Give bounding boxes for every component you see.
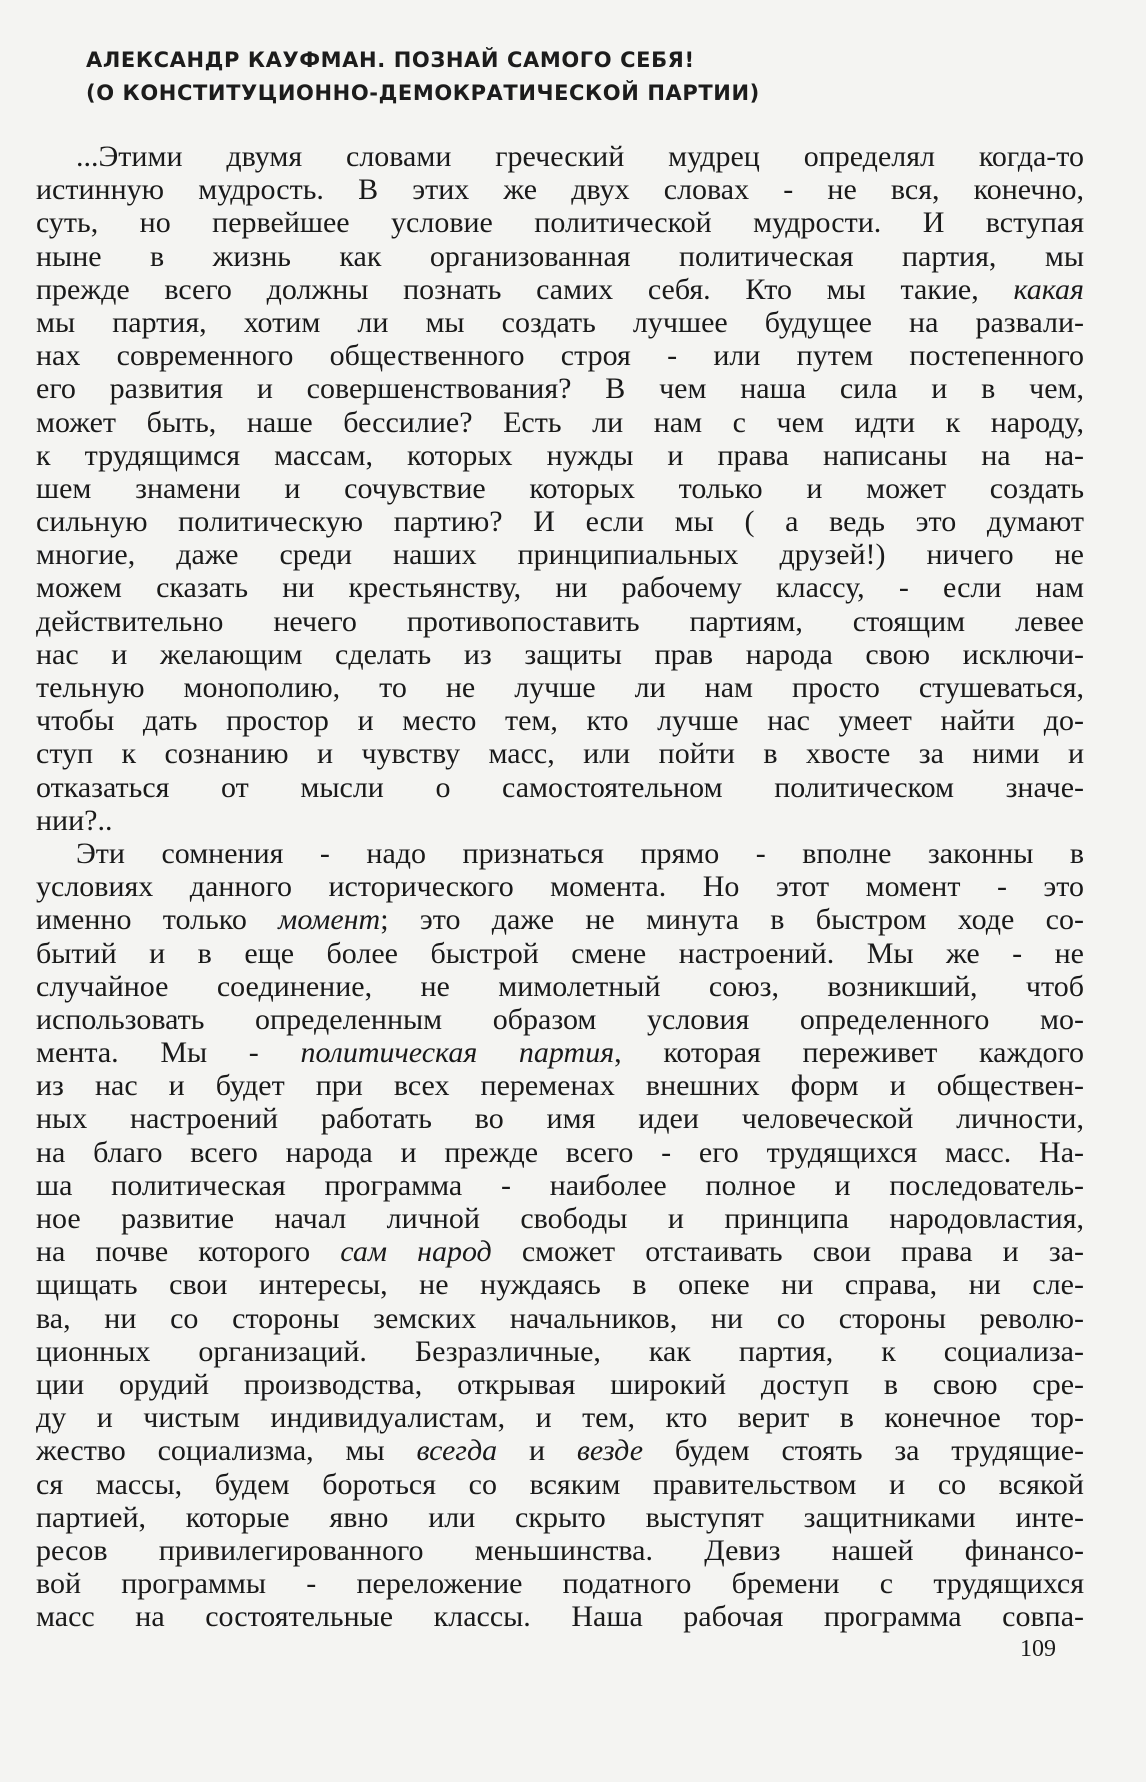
- text-line: отказаться от мысли о самостоятельном политическом значе-: [36, 770, 1084, 804]
- text-line: ду и чистым индивидуалистам, и тем, кто верит в конечное тор-: [36, 1401, 1084, 1435]
- text-line: [36, 273, 1084, 306]
- text-run: будем стоять за трудящие-: [674, 1434, 1085, 1468]
- text-line: ша политическая программа - наиболее полное и последователь-: [36, 1168, 1084, 1202]
- text-line: к трудящимся массам, которых нужды и права написаны на на-: [36, 438, 1084, 472]
- italic-text: везде: [576, 1434, 644, 1468]
- text-run: прежде всего должны познать самих себя. Кто мы такие,: [36, 272, 979, 306]
- text-run: именно только: [36, 903, 247, 937]
- text-line: [36, 903, 1084, 936]
- text-line: нах современного общественного строя - или путем постепенного: [36, 339, 1084, 373]
- text-run: мента. Мы -: [36, 1036, 259, 1070]
- text-line: многие, даже среди наших принципиальных друзей!) ничего не: [36, 538, 1084, 572]
- article-heading: [86, 44, 1066, 110]
- text-line: действительно нечего противопоставить партиям, стоящим левее: [36, 604, 1084, 638]
- page-number: 109: [1020, 1636, 1056, 1662]
- text-line: ресов привилегированного меньшинства. Девиз нашей финансо-: [36, 1533, 1084, 1567]
- text-run: , которая переживет каждого: [614, 1036, 1085, 1070]
- text-line: чтобы дать простор и место тем, кто лучше нас умеет найти до-: [36, 704, 1084, 738]
- text-line: вой программы - переложение податного бремени с трудящихся: [36, 1567, 1084, 1601]
- text-line: ное развитие начал личной свободы и принципа народовластия,: [36, 1202, 1084, 1235]
- text-line: нас и желающим сделать из защиты прав народа свою исключи-: [36, 637, 1084, 671]
- text-line: случайное соединение, не мимолетный союз, возникший, чтоб: [36, 969, 1084, 1003]
- text-line: бытий и в еще более быстрой смене настроений. Мы же - не: [36, 936, 1084, 970]
- italic-text: политическая партия: [300, 1036, 615, 1070]
- italic-text: сам народ: [340, 1235, 492, 1269]
- text-line: условиях данного исторического момента. Но этот момент - это: [36, 870, 1084, 904]
- text-line: истинную мудрость. В этих же двух словах - не вся, конечно,: [36, 173, 1084, 207]
- article-body: [36, 140, 1084, 1633]
- text-line: ных настроений работать во имя идеи человеческой личности,: [36, 1102, 1084, 1136]
- text-line: тельную монополию, то не лучше ли нам просто стушеваться,: [36, 671, 1084, 704]
- text-run: ; это даже не минута в быстром ходе со-: [380, 903, 1084, 937]
- italic-text: момент: [278, 903, 381, 937]
- text-line: ции орудий производства, открывая широкий доступ в свою сре-: [36, 1367, 1084, 1401]
- text-line: ся массы, будем бороться со всяким правительством и со всякой: [36, 1467, 1084, 1501]
- heading-line-subtitle: (О КОНСТИТУЦИОННО-ДЕМОКРАТИЧЕСКОЙ ПАРТИИ): [86, 81, 760, 105]
- text-line: мы партия, хотим ли мы создать лучшее будущее на развали-: [36, 305, 1084, 339]
- text-line: нии?..: [36, 803, 113, 837]
- text-line: Эти сомнения - надо признаться прямо - вполне законны в: [76, 836, 1084, 870]
- text-line: ва, ни со стороны земских начальников, ни со стороны револю-: [36, 1301, 1084, 1335]
- text-line: щищать свои интересы, не нуждаясь в опеке ни справа, ни сле-: [36, 1268, 1084, 1302]
- text-line: его развития и совершенствования? В чем наша сила и в чем,: [36, 372, 1084, 406]
- text-line: из нас и будет при всех переменах внешних форм и обществен-: [36, 1069, 1084, 1103]
- text-line: сильную политическую партию? И если мы ( а ведь это думают: [36, 505, 1084, 539]
- italic-text: какая: [1013, 272, 1085, 306]
- text-line: ционных организаций. Безразличные, как партия, к социализа-: [36, 1334, 1084, 1368]
- text-line: ...Этими двумя словами греческий мудрец определял когда-то: [76, 140, 1084, 173]
- text-run: и: [529, 1434, 546, 1468]
- italic-text: всегда: [416, 1434, 498, 1468]
- text-line: может быть, наше бессилие? Есть ли нам с чем идти к народу,: [36, 405, 1084, 439]
- text-line: [36, 1036, 1084, 1069]
- text-line: ныне в жизнь как организованная политическая партия, мы: [36, 239, 1084, 273]
- text-line: шем знамени и сочувствие которых только и может создать: [36, 471, 1084, 505]
- text-line: ступ к сознанию и чувству масс, или пойти в хвосте за ними и: [36, 737, 1084, 771]
- text-line: масс на состоятельные классы. Наша рабочая программа совпа-: [36, 1600, 1084, 1634]
- text-line: [36, 1235, 1084, 1268]
- text-run: жество социализма, мы: [36, 1434, 385, 1468]
- text-run: сможет отстаивать свои права и за-: [521, 1235, 1084, 1269]
- text-line: [36, 1434, 1084, 1467]
- text-line: на благо всего народа и прежде всего - его трудящихся масс. На-: [36, 1135, 1084, 1169]
- text-line: использовать определенным образом условия определенного мо-: [36, 1002, 1084, 1036]
- text-line: можем сказать ни крестьянству, ни рабочему классу, - если нам: [36, 571, 1084, 605]
- text-run: на почве которого: [36, 1235, 311, 1269]
- text-line: партией, которые явно или скрыто выступят защитниками инте-: [36, 1500, 1084, 1534]
- heading-line-author-title: АЛЕКСАНДР КАУФМАН. ПОЗНАЙ САМОГО СЕБЯ!: [86, 48, 695, 72]
- text-line: суть, но первейшее условие политической мудрости. И вступая: [36, 206, 1084, 240]
